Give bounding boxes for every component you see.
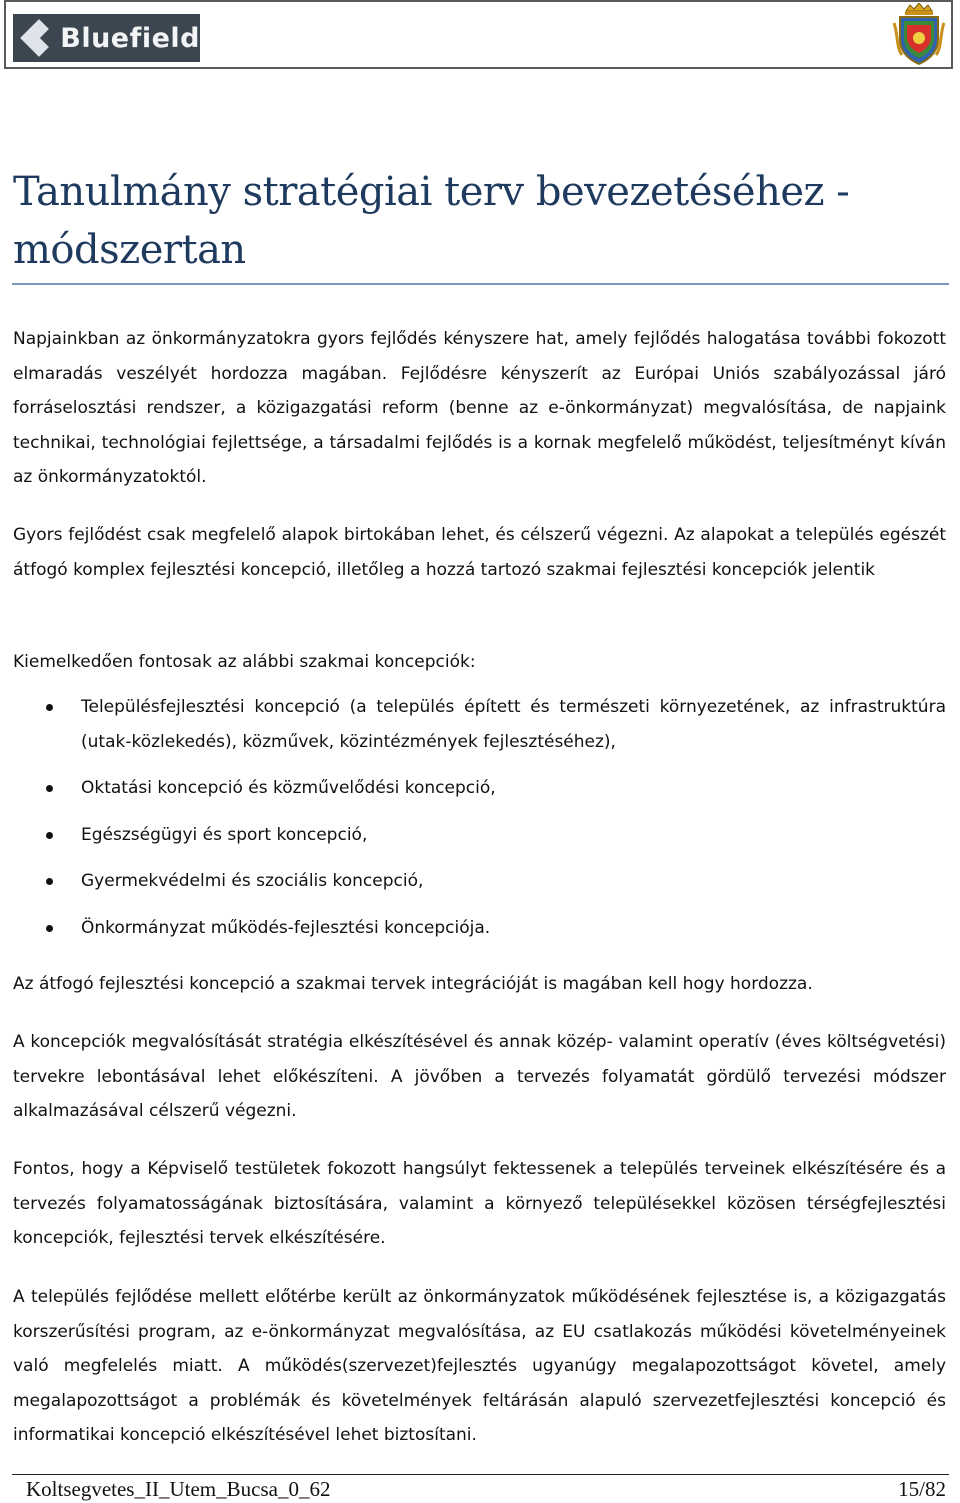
bullet-icon — [46, 704, 53, 711]
title-divider — [12, 283, 949, 285]
list-item-text: Oktatási koncepció és közművelődési koncepció, — [81, 778, 496, 798]
coat-of-arms-icon — [892, 3, 946, 65]
list-item-text: Településfejlesztési koncepció (a település épített és természeti környezetének, az infrastruktúra (utak-közlekedés), közművek, közintézmények fejlesztéséhez), — [81, 697, 946, 752]
paragraph-council: Fontos, hogy a Képviselő testületek fokozott hangsúlyt fektessenek a település terveinek elkészítésére és a tervezés folyamatosságának biztosítására, valamint a környező településekkel közösen térségfejlesztési koncepciók, fejlesztési tervek elkészítésére. — [13, 1159, 946, 1248]
list-item-text: Gyermekvédelmi és szociális koncepció, — [81, 871, 424, 891]
paragraph-list-intro: Kiemelkedően fontosak az alábbi szakmai koncepciók: — [13, 652, 476, 672]
bluefield-logo — [13, 14, 200, 62]
bullet-icon — [46, 878, 53, 885]
paragraph-intro: Napjainkban az önkormányzatokra gyors fejlődés kényszere hat, amely fejlődés halogatása további fokozott elmaradás veszélyét hordozza magában. Fejlődésre kényszerít az Európai Uniós szabályozással járó forráselosztási rendszer, a közigazgatási reform (benne az e-önkormányzat) megvalósítása, de napjaink technikai, technológiai fejlettsége, a társadalmi fejlődés is a kornak megfelelő működést, teljesítményt kíván az önkormányzatoktól. — [13, 329, 946, 487]
list-item — [0, 690, 946, 759]
bluefield-logo-icon — [21, 20, 50, 56]
bullet-icon — [46, 785, 53, 792]
concept-list — [0, 690, 960, 957]
paragraph-foundations: Gyors fejlődést csak megfelelő alapok birtokában lehet, és célszerű végezni. Az alapokat a település egészét átfogó komplex fejlesztési koncepció, illetőleg a hozzá tartozó szakmai fejlesztési koncepciók jelentik — [13, 525, 946, 580]
footer-divider — [12, 1474, 949, 1475]
list-item — [0, 864, 946, 899]
footer-filename: Koltsegvetes_II_Utem_Bucsa_0_62 — [26, 1477, 331, 1501]
list-item — [0, 771, 946, 806]
paragraph-strategy: A koncepciók megvalósítását stratégia elkészítésével és annak közép- valamint operatív (éves költségvetési) tervekre lebontásával lehet előkészíteni. A jövőben a tervezés folyamatát gördülő tervezési módszer alkalmazásával célszerű végezni. — [13, 1032, 946, 1121]
bullet-icon — [46, 832, 53, 839]
paragraph-operations: A település fejlődése mellett előtérbe került az önkormányzatok működésének fejlesztése is, a közigazgatás korszerűsítési program, az e-önkormányzat megvalósítása, az EU csatlakozás működési követelményeinek való megfelelés miatt. A működés(szervezet)fejlesztés ugyanúgy megalapozottságot követel, amely megalapozottságot a problémák és követelmények feltárásán alapuló szervezetfejlesztési koncepció és informatikai koncepció elkészítésével lehet biztosítani. — [13, 1287, 946, 1445]
list-item — [0, 911, 946, 946]
list-item-text: Egészségügyi és sport koncepció, — [81, 824, 368, 845]
page-title: Tanulmány stratégiai terv bevezetéséhez - módszertan — [13, 169, 850, 273]
paragraph-integration: Az átfogó fejlesztési koncepció a szakmai tervek integrációját is magában kell hogy hordozza. — [13, 974, 813, 994]
list-item-text: Önkormányzat működés-fejlesztési koncepciója. — [81, 917, 491, 938]
page-number: 15/82 — [898, 1477, 946, 1501]
logo-text: Bluefield — [60, 22, 200, 54]
list-item — [0, 818, 946, 853]
bullet-icon — [46, 925, 53, 932]
